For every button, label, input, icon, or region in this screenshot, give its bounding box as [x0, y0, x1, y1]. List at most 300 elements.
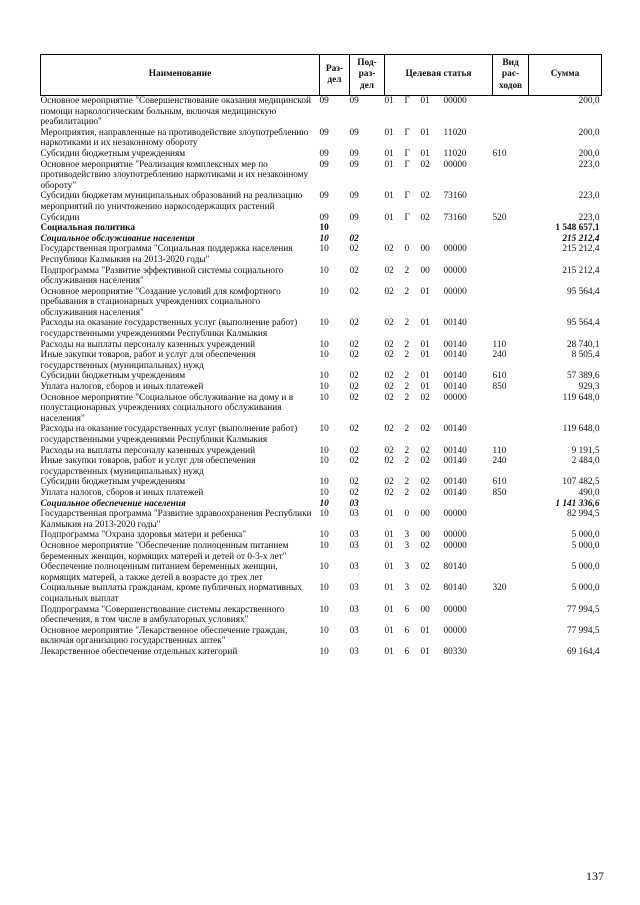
- row-razdel: 10: [319, 487, 329, 498]
- row-target-direction: 11020: [443, 127, 467, 138]
- row-target-program: 02: [384, 350, 394, 361]
- row-name: Основное мероприятие "Реализация комплексных мер по противодействию злоупотреблению наркотиками и их незаконному обороту": [40, 159, 309, 191]
- row-target-direction: [444, 234, 493, 245]
- row-sum: 2 484,0: [571, 456, 600, 467]
- row-razdel: 09: [319, 191, 329, 202]
- row-target-program: 02: [384, 265, 394, 276]
- row-target-subprogram: 3: [404, 540, 410, 551]
- row-target-direction: 80140: [443, 562, 467, 573]
- table-row: [41, 509, 602, 530]
- row-expense-type: [493, 234, 529, 245]
- row-target-direction: 00140: [443, 487, 467, 498]
- row-name: Социальная политика: [40, 223, 136, 234]
- row-razdel: 10: [319, 371, 329, 382]
- row-razdel: 10: [319, 509, 329, 520]
- row-target-program: 01: [384, 530, 394, 541]
- row-expense-type: [493, 530, 529, 541]
- row-name: Субсидии бюджетным учреждениям: [40, 477, 186, 488]
- row-razdel: 10: [319, 318, 329, 329]
- row-expense-type: 240: [492, 350, 507, 361]
- header-sum: Сумма: [529, 55, 602, 96]
- row-target-measure: 01: [420, 318, 430, 329]
- row-target-direction: 00140: [443, 477, 467, 488]
- row-sum: 28 740,1: [566, 339, 600, 350]
- row-podrazdel: 09: [349, 127, 359, 138]
- row-razdel: 10: [319, 646, 329, 657]
- table-row: [41, 149, 602, 160]
- row-name: Основное мероприятие "Совершенствование оказания медицинской помощи наркологическим больным, включая медицинскую реабилитацию": [40, 96, 311, 128]
- row-target-subprogram: 2: [404, 445, 410, 456]
- row-sum: 119 648,0: [562, 424, 600, 435]
- row-sum: 200,0: [578, 96, 600, 106]
- row-sum: 215 212,4: [562, 265, 600, 276]
- table-body: [41, 96, 602, 658]
- row-target-subprogram: 3: [404, 562, 410, 573]
- row-target-subprogram: 2: [404, 424, 410, 435]
- row-target-measure: [421, 223, 444, 234]
- row-target-direction: 00000: [443, 509, 467, 520]
- row-target-program: 01: [384, 127, 394, 138]
- table-row: [41, 424, 602, 445]
- row-target-measure: 00: [420, 604, 430, 615]
- row-podrazdel: 02: [349, 382, 359, 393]
- row-target-subprogram: 3: [404, 583, 410, 594]
- row-podrazdel: 03: [349, 509, 359, 520]
- table-row: [41, 223, 602, 234]
- row-name: Субсидии бюджетным учреждениям: [40, 148, 186, 159]
- row-target-measure: 00: [420, 244, 430, 255]
- row-sum: 5 000,0: [571, 540, 600, 551]
- row-expense-type: 240: [492, 456, 507, 467]
- row-target-direction: 11020: [443, 148, 467, 159]
- row-name: Основное мероприятие "Создание условий для комфортного пребывания в стационарных учреждениях социального обслуживания населения": [40, 286, 281, 318]
- row-name: Основное мероприятие "Обеспечение полноценным питанием беременных женщин, кормящих матерей и детей от 0-3-х лет": [40, 540, 289, 562]
- row-name: Расходы на выплаты персоналу казенных учреждений: [40, 445, 256, 456]
- row-podrazdel: 03: [349, 562, 359, 573]
- row-razdel: 10: [319, 244, 329, 255]
- row-razdel: 10: [319, 445, 329, 456]
- row-target-subprogram: 6: [404, 625, 410, 636]
- row-razdel: 10: [319, 540, 329, 551]
- row-target-measure: 02: [420, 487, 430, 498]
- row-target-subprogram: 6: [404, 604, 410, 615]
- row-sum: 119 648,0: [562, 392, 600, 403]
- header-podrazdel: Под- раз- дел: [350, 55, 385, 96]
- row-expense-type: [493, 424, 529, 445]
- row-podrazdel: 03: [349, 530, 359, 541]
- row-target-direction: 00140: [443, 318, 467, 329]
- row-target-direction: 80330: [443, 646, 467, 657]
- row-expense-type: [493, 626, 529, 647]
- table-row: [41, 605, 602, 626]
- row-sum: 223,0: [578, 159, 600, 170]
- row-razdel: 09: [319, 148, 329, 159]
- row-target-measure: 02: [420, 424, 430, 435]
- row-name: Субсидии бюджетам муниципальных образований на реализацию мероприятий по уничтожению наркосодержащих растений: [40, 191, 303, 212]
- row-target-program: 01: [384, 96, 394, 106]
- row-target-subprogram: 6: [404, 646, 410, 657]
- row-sum: 77 994,5: [566, 625, 600, 636]
- header-name: Наименование: [41, 55, 320, 96]
- row-podrazdel: 03: [349, 498, 359, 509]
- table-header-row: [41, 55, 602, 96]
- row-podrazdel: 03: [349, 625, 359, 636]
- row-target-subprogram: Г: [404, 127, 410, 138]
- row-expense-type: 110: [492, 445, 507, 456]
- row-sum: 1 141 336,6: [555, 498, 600, 509]
- row-podrazdel: 02: [349, 456, 359, 467]
- row-razdel: 10: [319, 265, 329, 276]
- row-target-direction: 00000: [443, 286, 467, 297]
- row-target-direction: 73160: [443, 191, 467, 202]
- row-target-measure: 01: [420, 148, 430, 159]
- row-target-subprogram: [405, 223, 421, 234]
- row-target-program: 02: [384, 244, 394, 255]
- table-row: [41, 530, 602, 541]
- row-sum: 200,0: [578, 127, 600, 138]
- row-podrazdel: 09: [349, 159, 359, 170]
- row-podrazdel: 02: [349, 350, 359, 361]
- row-target-direction: 00000: [443, 159, 467, 170]
- row-name: Подпрограмма "Развитие эффективной системы социального обслуживания населения": [40, 265, 284, 287]
- row-name: Подпрограмма "Охрана здоровья матери и ребенка": [40, 530, 247, 541]
- row-podrazdel: [350, 223, 385, 234]
- row-target-program: 01: [384, 604, 394, 615]
- row-target-program: 01: [384, 646, 394, 657]
- row-podrazdel: 02: [349, 244, 359, 255]
- table-row: [41, 456, 602, 477]
- row-target-subprogram: Г: [404, 148, 410, 159]
- row-expense-type: 610: [492, 371, 507, 382]
- row-target-direction: 00000: [443, 530, 467, 541]
- row-expense-type: [493, 647, 529, 658]
- row-target-measure: 01: [420, 382, 430, 393]
- row-name: Социальные выплаты гражданам, кроме публичных нормативных социальных выплат: [40, 583, 302, 604]
- row-podrazdel: 09: [349, 191, 359, 202]
- row-target-direction: 00000: [443, 265, 467, 276]
- row-name: Государственная программа "Социальная поддержка населения Республики Калмыкия на 2013-2020 годы": [40, 244, 293, 265]
- row-target-program: 02: [384, 456, 394, 467]
- row-target-direction: 00140: [443, 382, 467, 393]
- row-expense-type: 320: [492, 583, 507, 594]
- row-target-measure: 02: [420, 159, 430, 170]
- row-name: Уплата налогов, сборов и иных платежей: [40, 487, 204, 498]
- row-expense-type: [493, 160, 529, 192]
- row-target-program: 02: [384, 477, 394, 488]
- row-razdel: 10: [319, 498, 329, 509]
- row-target-direction: 00140: [443, 424, 467, 435]
- table-row: [41, 234, 602, 245]
- table-row: [41, 191, 602, 212]
- row-podrazdel: 02: [349, 392, 359, 403]
- row-target-program: 01: [384, 562, 394, 573]
- table-row: [41, 371, 602, 382]
- row-target-direction: [444, 499, 493, 510]
- row-target-program: 02: [384, 392, 394, 403]
- row-target-measure: [421, 234, 444, 245]
- row-target-direction: [444, 223, 493, 234]
- row-name: Основное мероприятие "Социальное обслуживание на дому и в полустационарных учреждениях социального обслуживания населения": [40, 392, 294, 424]
- row-razdel: 09: [319, 212, 329, 223]
- row-razdel: 10: [319, 456, 329, 467]
- row-target-measure: 01: [420, 96, 430, 106]
- row-podrazdel: 03: [349, 583, 359, 594]
- row-target-measure: 01: [420, 625, 430, 636]
- row-name: Расходы на оказание государственных услуг (выполнение работ) государственными учреждениями Республики Калмыкия: [40, 424, 298, 445]
- row-target-program: 01: [384, 191, 394, 202]
- row-podrazdel: 02: [349, 445, 359, 456]
- table-row: [41, 541, 602, 562]
- row-podrazdel: 02: [349, 487, 359, 498]
- row-target-program: 01: [384, 148, 394, 159]
- row-razdel: 10: [319, 223, 329, 234]
- row-razdel: 10: [319, 583, 329, 594]
- row-sum: 9 191,5: [571, 445, 600, 456]
- row-razdel: 10: [319, 424, 329, 435]
- row-sum: 223,0: [578, 191, 600, 202]
- row-name: Уплата налогов, сборов и иных платежей: [40, 382, 204, 393]
- row-podrazdel: 09: [349, 96, 359, 106]
- row-expense-type: 850: [492, 382, 507, 393]
- row-target-subprogram: [405, 499, 421, 510]
- row-target-subprogram: 2: [404, 265, 410, 276]
- row-target-subprogram: 0: [404, 244, 410, 255]
- row-target-subprogram: [405, 234, 421, 245]
- row-name: Иные закупки товаров, работ и услуг для обеспечения государственных (муниципальных) нужд: [40, 456, 256, 477]
- row-sum: 5 000,0: [571, 562, 600, 573]
- row-target-program: [385, 499, 405, 510]
- table-row: [41, 583, 602, 604]
- row-target-direction: 00140: [443, 371, 467, 382]
- row-razdel: 10: [319, 562, 329, 573]
- row-target-subprogram: Г: [404, 159, 410, 170]
- row-target-subprogram: 3: [404, 530, 410, 541]
- table-row: [41, 340, 602, 351]
- table-row: [41, 477, 602, 488]
- row-razdel: 10: [319, 233, 329, 244]
- row-sum: 200,0: [578, 148, 600, 159]
- row-expense-type: [493, 562, 529, 583]
- budget-table: [40, 54, 602, 657]
- table-row: [41, 318, 602, 339]
- row-target-measure: 01: [420, 646, 430, 657]
- row-target-subprogram: 2: [404, 456, 410, 467]
- row-expense-type: 110: [492, 339, 507, 350]
- row-target-measure: 02: [420, 456, 430, 467]
- row-name: Иные закупки товаров, работ и услуг для обеспечения государственных (муниципальных) нужд: [40, 350, 256, 371]
- table-row: [41, 488, 602, 499]
- header-target-article: Целевая статья: [385, 55, 493, 96]
- row-target-program: 01: [384, 625, 394, 636]
- row-target-program: 01: [384, 583, 394, 594]
- row-target-measure: 00: [420, 265, 430, 276]
- row-target-subprogram: 2: [404, 487, 410, 498]
- row-podrazdel: 02: [349, 424, 359, 435]
- row-podrazdel: 02: [349, 339, 359, 350]
- row-expense-type: [493, 605, 529, 626]
- row-expense-type: [493, 191, 529, 212]
- row-target-program: 01: [384, 509, 394, 520]
- row-name: Основное мероприятие "Лекарственное обеспечение граждан, включая организацию государственных аптек": [40, 625, 288, 647]
- row-target-direction: 00140: [443, 350, 467, 361]
- row-target-direction: 00000: [443, 392, 467, 403]
- row-target-program: 02: [384, 424, 394, 435]
- row-target-subprogram: 2: [404, 392, 410, 403]
- row-sum: 8 505,4: [571, 350, 600, 361]
- row-expense-type: [493, 318, 529, 339]
- row-podrazdel: 02: [349, 286, 359, 297]
- row-target-subprogram: 2: [404, 318, 410, 329]
- row-expense-type: 520: [492, 212, 507, 223]
- row-expense-type: [493, 266, 529, 287]
- row-target-program: 01: [384, 159, 394, 170]
- row-target-subprogram: 2: [404, 286, 410, 297]
- row-podrazdel: 03: [349, 604, 359, 615]
- row-razdel: 10: [319, 625, 329, 636]
- row-target-direction: 80140: [443, 583, 467, 594]
- row-target-program: 02: [384, 445, 394, 456]
- table-row: [41, 647, 602, 658]
- row-target-direction: 00140: [443, 456, 467, 467]
- row-sum: 77 994,5: [566, 604, 600, 615]
- row-target-program: 02: [384, 382, 394, 393]
- row-target-measure: 01: [420, 127, 430, 138]
- row-target-direction: 00140: [443, 339, 467, 350]
- row-razdel: 10: [319, 350, 329, 361]
- row-name: Социальное обеспечение населения: [40, 498, 186, 509]
- row-target-measure: 00: [420, 530, 430, 541]
- row-name: Расходы на выплаты персоналу казенных учреждений: [40, 339, 256, 350]
- row-sum: 215 212,4: [562, 233, 600, 244]
- header-razdel: Раз- дел: [320, 55, 350, 96]
- row-expense-type: 610: [492, 148, 507, 159]
- row-expense-type: [493, 244, 529, 265]
- header-expense-type: Вид рас- ходов: [493, 55, 529, 96]
- row-razdel: 10: [319, 530, 329, 541]
- row-sum: 490,0: [578, 487, 600, 498]
- table-row: [41, 128, 602, 149]
- row-name: Субсидии: [40, 212, 80, 223]
- row-expense-type: [493, 509, 529, 530]
- row-target-measure: 01: [420, 350, 430, 361]
- row-target-program: [385, 234, 405, 245]
- row-podrazdel: 02: [349, 477, 359, 488]
- row-expense-type: [493, 96, 529, 128]
- row-sum: 57 389,6: [566, 371, 600, 382]
- row-name: Мероприятия, направленные на противодействие злоупотреблению наркотиками и их незаконному обороту: [40, 127, 309, 149]
- row-target-measure: 02: [420, 562, 430, 573]
- table-row: [41, 626, 602, 647]
- row-podrazdel: 02: [349, 318, 359, 329]
- row-name: Социальное обслуживание населения: [40, 233, 195, 244]
- row-target-program: 02: [384, 339, 394, 350]
- table-row: [41, 562, 602, 583]
- row-expense-type: [493, 499, 529, 510]
- row-name: Расходы на оказание государственных услуг (выполнение работ) государственными учреждениями Республики Калмыкия: [40, 318, 298, 340]
- row-podrazdel: 02: [349, 233, 359, 244]
- row-target-direction: 00000: [443, 604, 467, 615]
- row-target-subprogram: 2: [404, 382, 410, 393]
- row-target-direction: 73160: [443, 212, 467, 223]
- row-target-subprogram: 0: [404, 509, 410, 520]
- row-target-program: 02: [384, 487, 394, 498]
- row-target-direction: 00000: [443, 96, 467, 106]
- row-target-program: 02: [384, 318, 394, 329]
- table-row: [41, 213, 602, 224]
- row-expense-type: [493, 541, 529, 562]
- row-target-direction: 00000: [443, 625, 467, 636]
- row-podrazdel: 03: [349, 646, 359, 657]
- row-target-measure: 02: [420, 445, 430, 456]
- row-razdel: 09: [319, 96, 329, 106]
- row-target-subprogram: 2: [404, 371, 410, 382]
- row-target-subprogram: 2: [404, 350, 410, 361]
- table-row: [41, 244, 602, 265]
- row-expense-type: 610: [492, 477, 507, 488]
- row-target-subprogram: Г: [404, 212, 410, 223]
- row-expense-type: [493, 287, 529, 319]
- row-target-program: [385, 223, 405, 234]
- row-target-subprogram: 2: [404, 477, 410, 488]
- row-sum: 5 000,0: [571, 530, 600, 541]
- row-podrazdel: 03: [349, 540, 359, 551]
- row-target-subprogram: Г: [404, 191, 410, 202]
- row-razdel: 09: [319, 127, 329, 138]
- row-name: Подпрограмма "Совершенствование системы лекарственного обеспечения, в том числе в амбулаторных условиях": [40, 604, 285, 626]
- row-expense-type: [493, 128, 529, 149]
- row-target-subprogram: 2: [404, 339, 410, 350]
- row-expense-type: [493, 223, 529, 234]
- table-row: [41, 350, 602, 371]
- table-row: [41, 382, 602, 393]
- row-podrazdel: 09: [349, 148, 359, 159]
- row-razdel: 10: [319, 392, 329, 403]
- row-sum: 215 212,4: [562, 244, 600, 255]
- row-target-measure: 00: [420, 509, 430, 520]
- row-target-direction: 00000: [443, 540, 467, 551]
- row-sum: 5 000,0: [571, 583, 600, 594]
- row-sum: 1 548 657,1: [555, 223, 600, 234]
- row-target-measure: 02: [420, 191, 430, 202]
- row-target-direction: 00140: [443, 445, 467, 456]
- row-sum: 95 564,4: [566, 318, 600, 329]
- row-target-measure: 02: [420, 583, 430, 594]
- row-razdel: 10: [319, 604, 329, 615]
- row-name: Обеспечение полноценным питанием беременных женщин, кормящих матерей, а также детей в возрасте до трех лет: [40, 562, 278, 583]
- row-target-measure: 01: [420, 371, 430, 382]
- row-target-program: 01: [384, 540, 394, 551]
- row-razdel: 10: [319, 477, 329, 488]
- row-target-measure: [421, 499, 444, 510]
- row-target-subprogram: Г: [404, 96, 410, 106]
- row-podrazdel: 09: [349, 212, 359, 223]
- row-target-program: 02: [384, 286, 394, 297]
- row-sum: 82 994,5: [566, 509, 600, 520]
- row-sum: 223,0: [578, 212, 600, 223]
- row-target-measure: 02: [420, 212, 430, 223]
- table-row: [41, 393, 602, 425]
- row-sum: 107 482,5: [562, 477, 600, 488]
- row-target-measure: 01: [420, 286, 430, 297]
- row-expense-type: 850: [492, 487, 507, 498]
- row-target-measure: 02: [420, 392, 430, 403]
- table-row: [41, 96, 602, 128]
- row-target-measure: 01: [420, 339, 430, 350]
- row-target-measure: 02: [420, 477, 430, 488]
- row-name: Лекарственное обеспечение отдельных категорий: [40, 646, 238, 657]
- table-row: [41, 287, 602, 319]
- row-expense-type: [493, 393, 529, 425]
